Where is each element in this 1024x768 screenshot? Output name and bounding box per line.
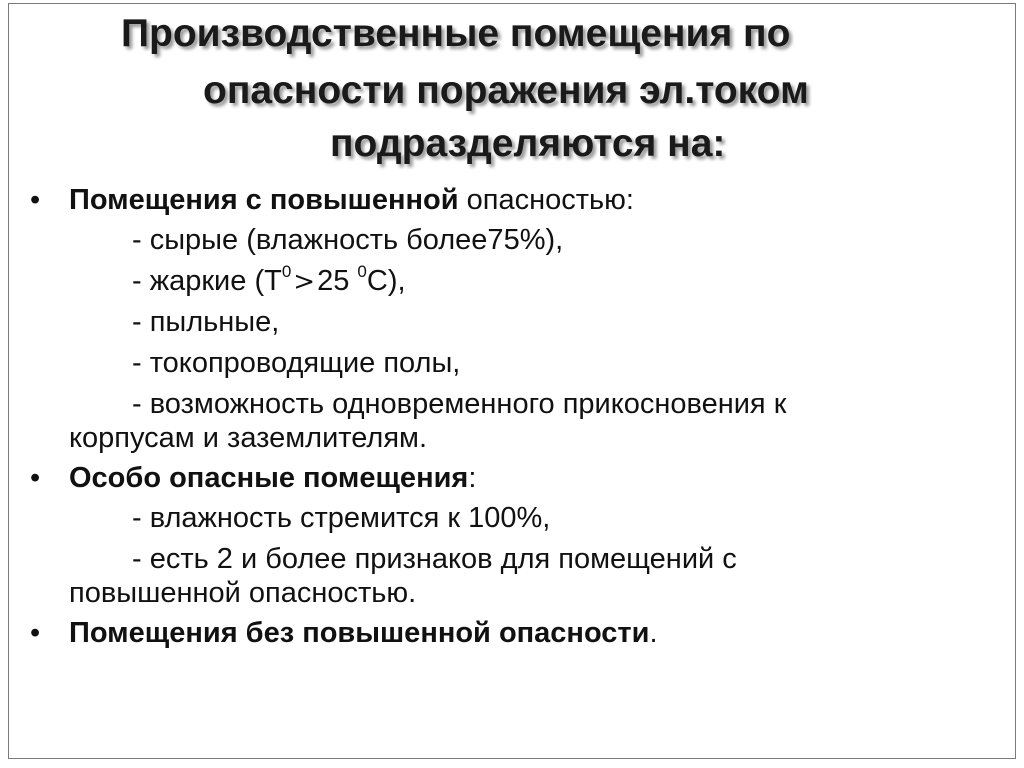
section-2-item-2-line-2: повышенной опасностью. bbox=[69, 577, 417, 609]
section-1-item-3: - пыльные, bbox=[132, 306, 280, 338]
section-1-item-1: - сырые (влажность более75%), bbox=[132, 224, 564, 256]
section-2-item-2-line-1: - есть 2 и более признаков для помещений с bbox=[132, 543, 737, 575]
slide-title-line-2: опасности поражения эл.током bbox=[203, 69, 809, 112]
bullet-1: • bbox=[30, 184, 41, 216]
section-2-heading bbox=[69, 460, 476, 496]
section-1-item-5-line-1: - возможность одновременного прикосновения к bbox=[132, 388, 787, 420]
section-1-heading-colon: : bbox=[625, 184, 634, 216]
slide-title-line-3: подразделяются на: bbox=[330, 122, 726, 165]
section-1-item-4: - токопроводящие полы, bbox=[132, 347, 461, 379]
greater-than-symbol: > bbox=[293, 267, 316, 297]
section-1-item-2 bbox=[132, 263, 406, 300]
section-2-heading-colon: : bbox=[468, 462, 477, 494]
bullet-3: • bbox=[30, 617, 41, 649]
item-2-prefix: - жаркие (Т bbox=[132, 265, 282, 297]
section-1-item-5-line-2: корпусам и заземлителям. bbox=[69, 422, 428, 454]
bullet-2: • bbox=[30, 462, 41, 494]
section-3-heading bbox=[69, 615, 658, 651]
section-1-heading bbox=[69, 182, 634, 218]
section-1-heading-rest: опасностью bbox=[458, 184, 626, 216]
item-2-number: 25 bbox=[317, 265, 358, 297]
section-3-heading-dot: . bbox=[649, 617, 658, 649]
item-2-suffix: С), bbox=[366, 265, 406, 297]
item-2-degree-sup-2: 0 bbox=[357, 262, 367, 282]
section-3-heading-bold: Помещения без повышенной опасности bbox=[69, 617, 650, 649]
section-2-item-1: - влажность стремится к 100%, bbox=[132, 502, 551, 534]
slide-title-line-1: Производственные помещения по bbox=[121, 12, 791, 55]
section-1-heading-bold: Помещения с повышенной bbox=[69, 184, 459, 216]
section-2-heading-bold: Особо опасные помещения bbox=[69, 462, 469, 494]
item-2-degree-sup-1: 0 bbox=[281, 262, 292, 282]
